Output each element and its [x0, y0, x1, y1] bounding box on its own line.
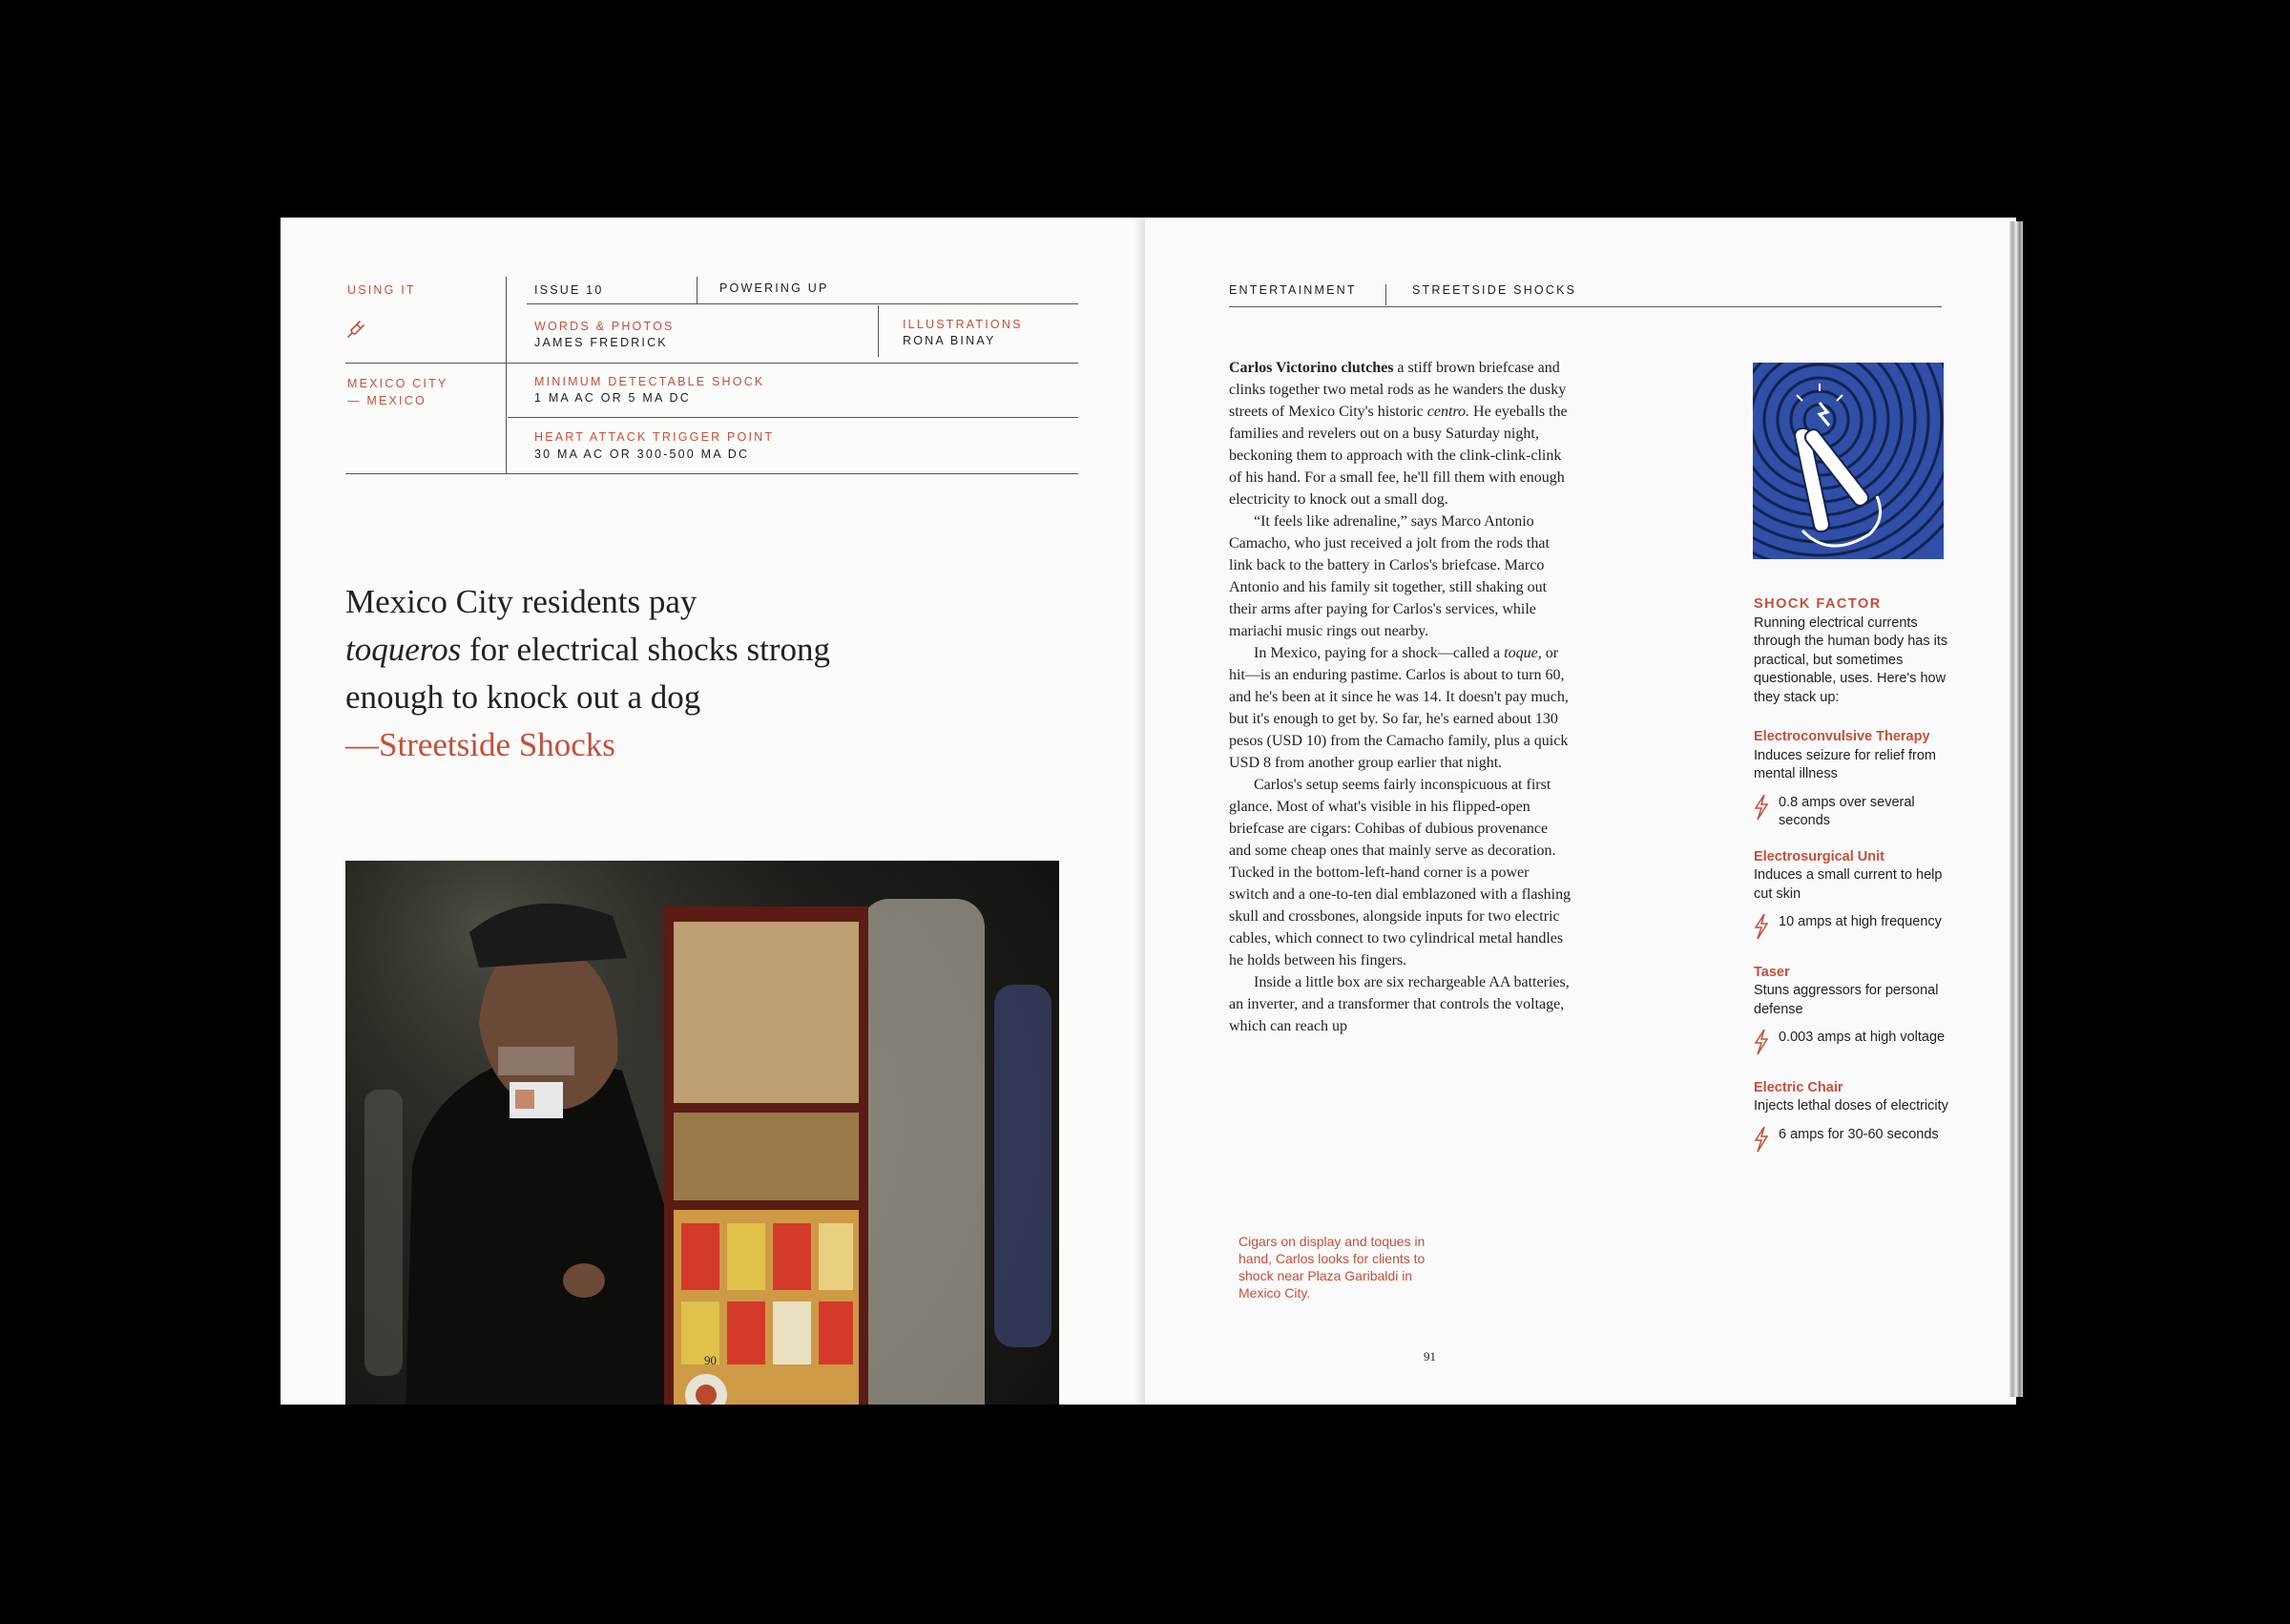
credits-illustrations-label: ILLUSTRATIONS	[903, 318, 1023, 331]
column-title: STREETSIDE SHOCKS	[1412, 283, 1577, 297]
lightning-icon	[1754, 1029, 1779, 1062]
article-paragraph: Carlos's setup seems fairly inconspicuous at first glance. Most of what's visible in his flipped-open briefcase are cigars: Cohibas of dubious provenance and some cheap ones that mainly serve as decoration. Tucked in the bottom-left-hand corner is a power switch and a one-to-ten dial emblazoned with a flashing skull and crossbones, alongside inputs for two electric cables, which connect to two cylindrical metal handles he holds between his fingers.	[1229, 777, 1572, 968]
issue-label: ISSUE 10	[534, 283, 604, 297]
divider	[508, 417, 1078, 418]
sidebar-item	[1754, 848, 1949, 947]
lightning-icon	[1754, 794, 1779, 831]
headline	[345, 578, 956, 769]
headline-line: Mexico City residents pay	[345, 583, 697, 620]
section-label: ENTERTAINMENT	[1229, 283, 1357, 297]
article-paragraph: Inside a little box are six rechargeable AA batteries, an inverter, and a transformer that controls the voltage, which can reach up	[1229, 974, 1570, 1034]
divider	[527, 303, 1078, 304]
article-photo	[345, 861, 1059, 1405]
item-stat: 0.003 amps at high voltage	[1779, 1030, 1946, 1045]
headline-line: enough to knock out a dog	[345, 678, 701, 716]
sidebar-heading: SHOCK FACTOR	[1754, 596, 1882, 612]
divider	[506, 277, 507, 473]
text-run: or hit—is an enduring pastime. Carlos is about to turn 60, and he's been at it since he was 14. It doesn't pay much, but it's enough to get by. So far, he's earned about 130 pesos (USD 10) from the Camacho family, plus a quick USD 8 from another group earlier that night.	[1229, 645, 1569, 771]
page-number: 90	[704, 1353, 717, 1367]
credits-words-name: JAMES FREDRICK	[534, 336, 668, 349]
sidebar-item	[1754, 728, 1949, 831]
fact-value: 1 MA AC OR 5 MA DC	[534, 391, 691, 405]
location-country: — MEXICO	[347, 394, 427, 407]
divider	[345, 473, 1078, 474]
fact-label: MINIMUM DETECTABLE SHOCK	[534, 375, 765, 388]
photo-caption: Cigars on display and toques in hand, Carlos looks for clients to shock near Plaza Garibaldi in Mexico City.	[1239, 1234, 1426, 1301]
article-paragraph	[1229, 642, 1572, 774]
left-page	[281, 218, 1145, 1405]
credits-words-label: WORDS & PHOTOS	[534, 320, 675, 333]
item-description: Injects lethal doses of electricity	[1754, 1098, 1948, 1114]
lightning-icon	[1754, 913, 1779, 947]
article-paragraph	[1229, 357, 1572, 510]
location-city: MEXICO CITY	[347, 377, 448, 390]
headline-italic-word: toqueros	[345, 631, 462, 668]
divider	[345, 363, 1078, 364]
shock-factor-sidebar	[1754, 595, 1949, 1158]
sidebar-item	[1754, 1079, 1949, 1159]
section-label: USING IT	[347, 283, 416, 297]
item-description: Induces seizure for relief from mental illness	[1754, 747, 1936, 781]
headline-line: for electrical shocks strong	[461, 631, 831, 668]
divider	[1385, 284, 1386, 305]
article-paragraph: “It feels like adrenaline,” says Marco Antonio Camacho, who just received a jolt from the rods that link back to the battery in Carlos's briefcase. Marco Antonio and his family sit together, still shaking out their arms after paying for Carlos's services, while mariachi music rings out nearby.	[1229, 513, 1550, 639]
lightning-icon	[1754, 1126, 1779, 1159]
item-description: Induces a small current to help cut skin	[1754, 867, 1943, 902]
item-stat: 0.8 amps over several seconds	[1779, 794, 1915, 828]
headline-subtitle: —Streetside Shocks	[345, 726, 615, 763]
credits-illustrations-name: RONA BINAY	[903, 334, 996, 347]
text-run: a stiff brown briefcase and clinks together two metal rods as he wanders the dusky streets of Mexico City's historic	[1229, 360, 1567, 420]
page-edge	[2009, 221, 2023, 1397]
page-number: 91	[1424, 1349, 1436, 1364]
fact-label: HEART ATTACK TRIGGER POINT	[534, 430, 775, 444]
plug-icon	[345, 319, 366, 344]
item-description: Stuns aggressors for personal defense	[1754, 983, 1939, 1017]
item-title: Electric Chair	[1754, 1079, 1843, 1095]
divider	[1229, 306, 1942, 307]
lead-in: Carlos Victorino clutches	[1229, 360, 1394, 376]
text-run: He eyeballs the families and revelers out on a busy Saturday night, beckoning them to approach with the clink-clink-clink of his hand. For a small fee, he'll fill them with enough electricity to knock out a small dog.	[1229, 404, 1568, 508]
item-stat: 10 amps at high frequency	[1779, 914, 1942, 929]
item-title: Electroconvulsive Therapy	[1754, 729, 1930, 744]
text-run: In Mexico, paying for a shock—called a	[1254, 645, 1505, 661]
fact-value: 30 MA AC OR 300-500 MA DC	[534, 448, 750, 461]
sidebar-item	[1754, 964, 1949, 1062]
item-title: Electrosurgical Unit	[1754, 848, 1884, 864]
column-title: POWERING UP	[719, 281, 829, 295]
article-body	[1229, 357, 1572, 1037]
text-run: toque,	[1504, 645, 1542, 661]
shock-rods-icon	[1753, 363, 1944, 559]
item-title: Taser	[1754, 964, 1790, 980]
sidebar-intro: Running electrical currents through the human body has its practical, but sometimes questionable, uses. Here's how they stack up:	[1754, 614, 1948, 705]
text-run: centro.	[1426, 404, 1470, 420]
right-page	[1145, 218, 2016, 1405]
divider	[878, 305, 879, 357]
item-stat: 6 amps for 30-60 seconds	[1779, 1126, 1939, 1142]
